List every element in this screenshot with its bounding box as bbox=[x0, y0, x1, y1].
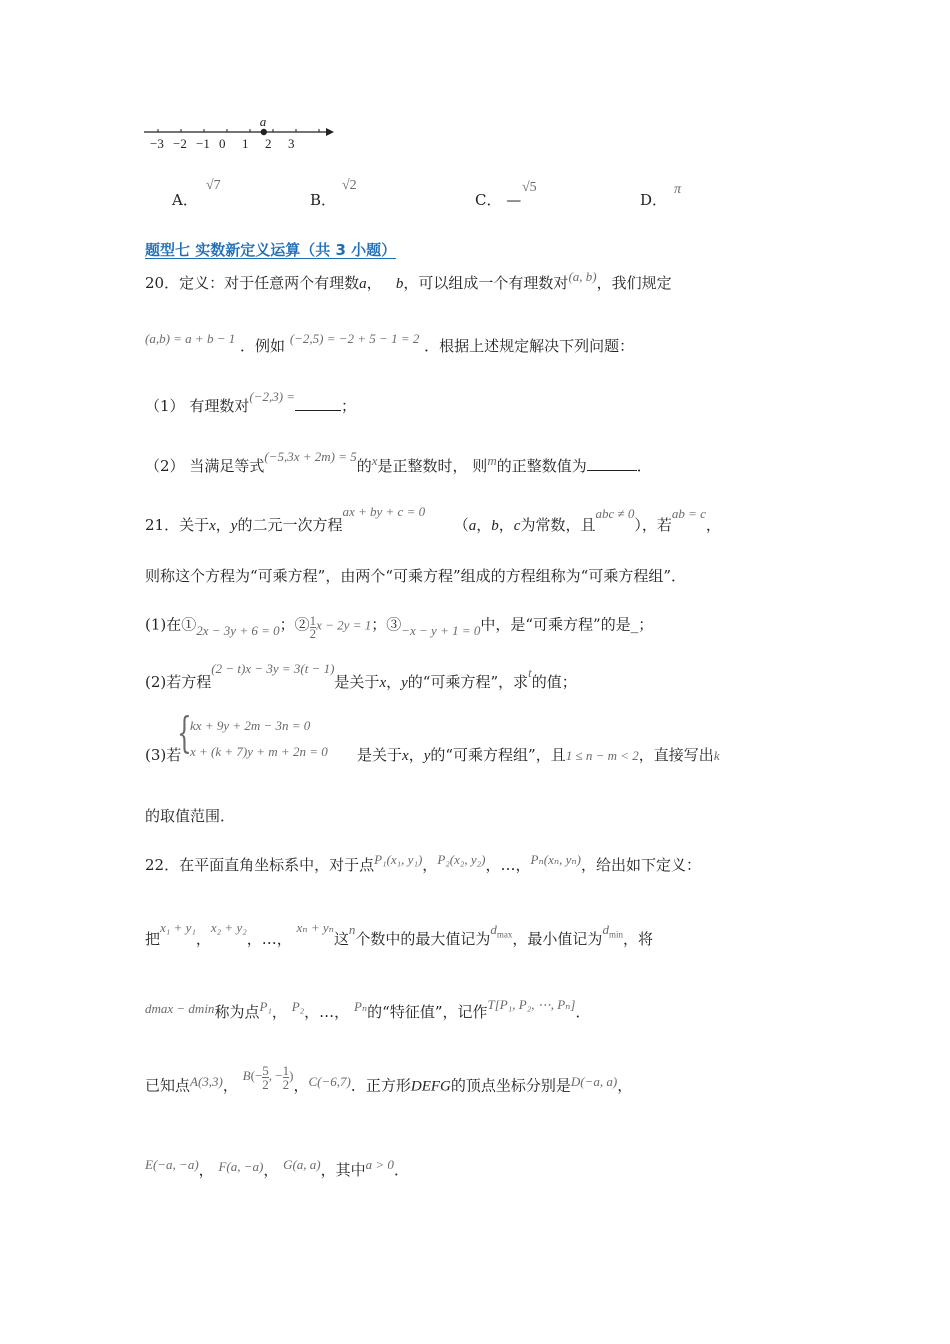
option-a-expr: √7 bbox=[206, 178, 221, 193]
point-C: C(−6,7) bbox=[308, 1074, 351, 1090]
q20-text: 20．定义：对于任意两个有理数 bbox=[145, 274, 360, 292]
var-x: x bbox=[209, 518, 216, 534]
T-notation: T[P₁, P₂, ⋯, Pₙ] bbox=[487, 997, 576, 1012]
period: ． bbox=[575, 1003, 591, 1021]
var-x: x bbox=[402, 748, 409, 764]
q22-text: 的顶点坐标分别是 bbox=[450, 1076, 571, 1095]
point-p1: P₁(x₁, y₁) bbox=[374, 852, 423, 867]
tick-label: −3 bbox=[150, 136, 164, 151]
separator: ；③ bbox=[371, 615, 402, 634]
answer-blank[interactable] bbox=[587, 456, 637, 471]
q22-text: ，最小值记为 bbox=[512, 930, 603, 948]
q22-text: 22．在平面直角坐标系中，对于点 bbox=[145, 856, 375, 874]
point-pn: Pₙ bbox=[353, 999, 368, 1014]
definition-expr: (a,b) = a + b − 1 bbox=[145, 331, 236, 346]
part-text: 有理数对 bbox=[189, 397, 250, 415]
sum-2: x₂ + y₂ bbox=[210, 920, 247, 935]
part-text: 的正整数值为 bbox=[496, 457, 587, 475]
q22-text: 个数中的最大值记为 bbox=[355, 930, 491, 948]
q21-part3-line2: 的取值范围． bbox=[145, 807, 236, 825]
tick-label: 0 bbox=[219, 136, 226, 151]
point-p2: P₂ bbox=[291, 999, 305, 1014]
square-DEFG: DEFG bbox=[410, 1078, 451, 1095]
tick-label: 1 bbox=[242, 136, 249, 151]
q21-part1 bbox=[145, 613, 654, 641]
q22-line5: E(−a, −a)， F(a, −a)， G(a, a)，其中a > 0． bbox=[145, 1157, 409, 1179]
point-D: D(−a, a) bbox=[570, 1074, 618, 1090]
option-b-expr: √2 bbox=[342, 178, 357, 193]
option-c bbox=[475, 190, 521, 210]
q20-text-c: ，我们规定 bbox=[596, 274, 672, 292]
point-F: F(a, −a) bbox=[218, 1159, 264, 1174]
part-label: （1） bbox=[145, 397, 185, 415]
var-t: t bbox=[528, 665, 532, 680]
system-eq-2: x + (k + 7)y + m + 2n = 0 bbox=[190, 744, 328, 759]
q22-line3: dmax − dmin称为点P₁， P₂，…， Pₙ的“特征值”，记作T[P₁, P₂, ⋯, Pₙ]． bbox=[145, 997, 591, 1021]
example-suffix: ．根据上述规定解决下列问题： bbox=[424, 337, 635, 355]
answer-blank[interactable] bbox=[295, 396, 341, 411]
q20-line2 bbox=[145, 331, 635, 357]
part-text: 的“可乘方程”，求 bbox=[407, 673, 529, 691]
option-a-label: A． bbox=[172, 191, 198, 209]
tick-label: −1 bbox=[196, 136, 210, 151]
q22-text: ，其中 bbox=[320, 1161, 366, 1179]
part-label: （2） bbox=[145, 457, 185, 475]
q22-text: ．正方形 bbox=[350, 1076, 411, 1095]
q20-part2 bbox=[145, 449, 652, 477]
example-expr: (−2,5) = −2 + 5 − 1 = 2 bbox=[289, 331, 420, 346]
d-diff-expr: dmax − dmin bbox=[145, 1001, 215, 1016]
tick-label: 2 bbox=[265, 136, 272, 151]
q21-line1: 21．关于x，y的二元一次方程ax + by + c = 0 （a，b，c为常数，且abc ≠ 0），若ab = c， bbox=[145, 504, 721, 534]
q22-text: 把 bbox=[145, 930, 161, 948]
tick-labels bbox=[140, 136, 340, 152]
part-text: 是关于 bbox=[357, 746, 403, 764]
inequality: 1 ≤ n − m < 2 bbox=[565, 748, 639, 763]
option-c-expr: √5 bbox=[522, 180, 537, 195]
example-prefix: ．例如 bbox=[240, 337, 286, 355]
point-E: E(−a, −a) bbox=[145, 1157, 199, 1172]
q22-text: 的“特征值”，记作 bbox=[367, 1003, 488, 1021]
point-G: G(a, a) bbox=[283, 1157, 321, 1172]
q21-part3: 是关于x，y的“可乘方程组”，且1 ≤ n − m < 2，直接写出k bbox=[357, 746, 720, 764]
tick-label: −2 bbox=[173, 136, 187, 151]
var-y: y bbox=[230, 518, 238, 534]
section-title: 题型七 实数新定义运算（共 3 小题） bbox=[145, 241, 397, 259]
point-pn: Pₙ(xₙ, yₙ) bbox=[530, 852, 581, 867]
q21-text: 为常数，且 bbox=[520, 516, 596, 534]
var-m: m bbox=[487, 453, 497, 468]
d-max bbox=[490, 922, 513, 940]
tick-label: 3 bbox=[288, 136, 295, 151]
paren: （ bbox=[453, 516, 469, 534]
arrow-head-icon bbox=[326, 128, 334, 136]
option-c-minus: — bbox=[506, 191, 522, 209]
denominator: 2 bbox=[282, 1077, 290, 1092]
var-b: b bbox=[491, 518, 499, 534]
q21-part3-prefix: (3)若 bbox=[145, 746, 182, 764]
q22-text: 称为点 bbox=[214, 1003, 260, 1021]
var-y: y bbox=[401, 675, 408, 691]
var-x: x bbox=[371, 453, 378, 468]
part-text: 的 bbox=[356, 457, 372, 475]
part-text: 是正整数时， 则 bbox=[377, 457, 488, 475]
option-d-label: D． bbox=[640, 191, 668, 209]
pair-ab: (a, b) bbox=[568, 269, 597, 284]
point-A: A(3,3) bbox=[190, 1074, 223, 1090]
q22-text: 已知点 bbox=[145, 1076, 191, 1095]
comma: ， bbox=[705, 516, 721, 534]
part-text: ，直接写出 bbox=[638, 746, 714, 764]
system-eq-1: kx + 9y + 2m − 3n = 0 bbox=[190, 718, 311, 733]
option-c-label: C． bbox=[475, 191, 502, 209]
q22-line4: 已知点A(3,3)， B(− $\frac{5}{2}$ , − $\frac{1}{2}$ )，C(−6,7)．正方形DEFG的顶点坐标分别是D(−a, a)， bbox=[145, 1063, 633, 1095]
var-a: a bbox=[359, 276, 367, 292]
denominator: 2 bbox=[309, 626, 317, 641]
part-text: 中，是“可乘方程”的是_； bbox=[480, 615, 654, 634]
option-d bbox=[640, 190, 667, 210]
option-a bbox=[172, 190, 198, 210]
q20-text-b: ，可以组成一个有理数对 bbox=[403, 274, 569, 292]
var-b: b bbox=[395, 276, 404, 292]
part-label: (1)在① bbox=[145, 615, 197, 634]
part-text: 的值； bbox=[531, 673, 577, 691]
point-a-label: a bbox=[259, 114, 267, 129]
option-d-expr: π bbox=[674, 182, 682, 197]
denominator: 2 bbox=[262, 1077, 269, 1092]
q22-text: ，将 bbox=[622, 930, 653, 948]
var-n: n bbox=[348, 922, 356, 937]
comma: ， bbox=[215, 516, 231, 534]
condition-expr: abc ≠ 0 bbox=[595, 506, 635, 521]
numerator: 5 bbox=[262, 1063, 269, 1078]
part1-expr: (−2,3) = bbox=[249, 389, 296, 404]
part-text: 当满足等式 bbox=[189, 457, 265, 475]
var-c: c bbox=[513, 518, 521, 534]
linear-equation: ax + by + c = 0 bbox=[342, 504, 426, 519]
part-text: 的“可乘方程组”，且 bbox=[430, 746, 566, 764]
q20-line1 bbox=[145, 269, 672, 294]
q22-text: 这 bbox=[333, 930, 349, 948]
q21-line2: 则称这个方程为“可乘方程”，由两个“可乘方程”组成的方程组称为“可乘方程组”． bbox=[145, 567, 687, 585]
fraction-half bbox=[310, 615, 317, 640]
part-label: (2)若方程 bbox=[145, 673, 212, 691]
comma: ， bbox=[617, 1076, 633, 1095]
min-subscript: min bbox=[608, 929, 623, 940]
point-a-dot bbox=[261, 129, 267, 135]
point-p2: P₂(x₂, y₂) bbox=[437, 852, 486, 867]
q21-part2: (2)若方程(2 − t)x − 3y = 3(t − 1)是关于x，y的“可乘方程”，求t的值； bbox=[145, 661, 577, 691]
q21-text: 的二元一次方程 bbox=[237, 516, 343, 534]
sum-n: xₙ + yₙ bbox=[296, 920, 334, 935]
period: ． bbox=[393, 1161, 409, 1179]
equation-1: 2x − 3y + 6 = 0 bbox=[196, 622, 280, 638]
point-p1: P₁ bbox=[259, 999, 272, 1014]
numerator: 1 bbox=[309, 613, 317, 628]
var-y: y bbox=[423, 748, 431, 764]
option-b-label: B． bbox=[310, 191, 337, 209]
semicolon: ； bbox=[341, 397, 357, 415]
q22-text: ，给出如下定义： bbox=[580, 856, 701, 874]
d-min bbox=[602, 922, 623, 940]
comma: ， bbox=[366, 274, 382, 292]
period: ． bbox=[636, 457, 652, 475]
separator: ；② bbox=[279, 615, 310, 634]
q21-text: ），若 bbox=[634, 516, 672, 534]
option-b bbox=[310, 190, 336, 210]
ab-equals-c: ab = c bbox=[671, 506, 706, 521]
var-a: a bbox=[468, 518, 477, 534]
d: d bbox=[490, 922, 497, 937]
numerator: 1 bbox=[282, 1063, 290, 1078]
a-positive: a > 0 bbox=[365, 1157, 394, 1172]
q22-line1: 22．在平面直角坐标系中，对于点P₁(x₁, y₁)，P₂(x₂, y₂)，…，Pₙ(xₙ, yₙ)，给出如下定义： bbox=[145, 852, 701, 874]
B-label: B bbox=[242, 1068, 251, 1084]
sum-1: x₁ + y₁ bbox=[160, 920, 196, 935]
part-text: 是关于 bbox=[334, 673, 380, 691]
max-subscript: max bbox=[496, 929, 513, 940]
equation-3: −x − y + 1 = 0 bbox=[401, 622, 481, 638]
point-B: B(− $\frac{5}{2}$ , − $\frac{1}{2}$ ) bbox=[242, 1063, 294, 1092]
var-x: x bbox=[379, 675, 387, 691]
brace-icon: { bbox=[177, 708, 192, 757]
ellipsis: ，…， bbox=[485, 856, 531, 874]
equation: (2 − t)x − 3y = 3(t − 1) bbox=[211, 661, 335, 676]
q21-text: 21．关于 bbox=[145, 516, 210, 534]
var-k: k bbox=[713, 748, 720, 763]
q22-line2: 把x₁ + y₁，x₂ + y₂，…， xₙ + yₙ这n个数中的最大值记为$d_{max}$，最小值记为$d_{min}$，将 bbox=[145, 920, 653, 948]
part2-expr: (−5,3x + 2m) = 5 bbox=[264, 449, 357, 464]
q20-part1 bbox=[145, 389, 357, 417]
equation-2: x − 2y = 1 bbox=[316, 617, 372, 633]
d: d bbox=[602, 922, 609, 937]
